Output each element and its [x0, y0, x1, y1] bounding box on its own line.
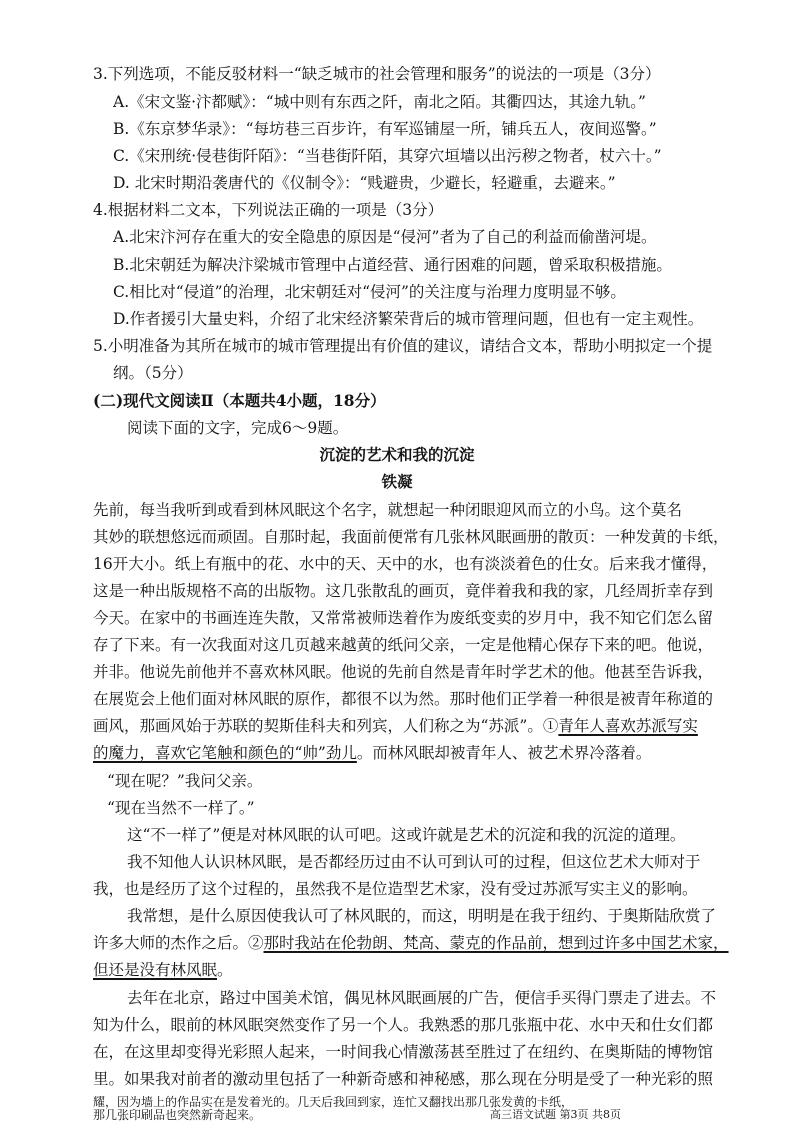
passage-line: 那几张印刷品也突然新奇起来。 — [93, 1108, 262, 1122]
annotation-marker-1: ① — [542, 717, 559, 735]
dialogue-question: “现在呢？”我问父亲。 — [107, 772, 263, 790]
underlined-sentence-1-continued: 的魔力，喜欢它笔触和颜色的“帅”劲儿 — [93, 744, 357, 762]
passage-line: 我，也是经历了这个过程的，虽然我不是位造型艺术家，没有受过苏派写实主义的影响。 — [93, 880, 698, 898]
passage-line: 16开大小。纸上有瓶中的花、水中的天、天中的水，也有淡淡着色的仕女。后来我才懂得， — [93, 555, 718, 573]
passage-line-with-mark-1 — [93, 715, 698, 737]
passage-line-continued — [93, 742, 651, 764]
question-3-stem: 3.下列选项，不能反驳材料一“缺乏城市的社会管理和服务”的说法的一项是（3分） — [93, 65, 661, 83]
dialogue-answer: “现在当然不一样了。” — [107, 799, 255, 817]
question-4-stem: 4.根据材料二文本，下列说法正确的一项是（3分） — [93, 201, 444, 219]
page-footer: 高三语文试题 第3页 共8页 — [490, 1108, 621, 1121]
passage-line: 今天。在家中的书画连连失散，又常常被师迭着作为废纸变卖的岁月中，我不知它们怎么留 — [93, 609, 714, 627]
passage-line: 在展览会上他们面对林风眠的原作，都很不以为然。那时他们正学着一种很是被青年称道的 — [93, 690, 714, 708]
passage-line: 其妙的联想悠远而顽固。自那时起，我面前便常有几张林风眠画册的散页：一种发黄的卡纸， — [93, 528, 729, 546]
question-4-option-a: A.北宋汴河存在重大的安全隐患的原因是“侵河”者为了自己的利益而偷凿河堤。 — [113, 228, 657, 246]
question-4-option-b: B.北宋朝廷为解决汴梁城市管理中占道经营、通行困难的问题，曾采取积极措施。 — [113, 256, 672, 274]
passage-line: 里。如果我对前者的激动里包括了一种新奇感和神秘感，那么现在分明是受了一种光彩的照 — [93, 1070, 714, 1088]
passage-text: 画风，那画风始于苏联的契斯佳科夫和列宾，人们称之为“苏派”。 — [93, 717, 543, 735]
reading-instruction: 阅读下面的文字，完成6～9题。 — [127, 419, 349, 437]
underlined-sentence-2: 那时我站在伦勃朗、梵高、蒙克的作品前，想到过许多中国艺术家， — [263, 934, 729, 952]
question-5-line-2: 纲。（5分） — [113, 364, 193, 382]
passage-line: 这“不一样了”便是对林风眠的认可吧。这或许就是艺术的沉淀和我的沉淀的道理。 — [127, 826, 686, 844]
passage-text: 。而林风眠却被青年人、被艺术界冷落着。 — [356, 744, 652, 762]
question-3-option-c: C.《宋刑统·侵巷街阡陌》：“当巷街阡陌，其穿穴垣墙以出污秽之物者，杖六十。” — [113, 147, 662, 165]
passage-line: 这是一种出版规格不高的出版物。这几张散乱的画页，竟伴着我和我的家，几经周折幸存到 — [93, 582, 714, 600]
annotation-marker-2: ② — [248, 934, 264, 952]
question-4-option-d: D.作者援引大量史料，介绍了北宋经济繁荣背后的城市管理问题，但也有一定主观性。 — [113, 310, 704, 328]
underlined-sentence-2-continued: 但还是没有林风眠 — [93, 961, 218, 979]
passage-line: 我不知他人认识林风眠，是否都经历过由不认可到认可的过程，但这位艺术大师对于 — [127, 853, 701, 871]
passage-line: 先前，每当我听到或看到林风眠这个名字，就想起一种闭眼迎风而立的小鸟。这个莫名 — [93, 501, 683, 519]
question-4-option-c: C.相比对“侵道”的治理，北宋朝廷对“侵河”的关注度与治理力度明显不够。 — [113, 283, 626, 301]
passage-line: 耀，因为墙上的作品实在是发着光的。几天后我回到家，连忙又翻找出那几张发黄的卡纸， — [93, 1095, 574, 1109]
passage-text: 。 — [217, 961, 233, 979]
underlined-sentence-1: 青年人喜欢苏派写实 — [558, 717, 698, 735]
passage-line: 存了下来。有一次我面对这几页越来越黄的纸问父亲，一定是他精心保存下来的吧。他说， — [93, 636, 714, 654]
question-3-option-a: A.《宋文鉴·汴都赋》：“城中则有东西之阡，南北之陌。其衢四达，其途九轨。” — [113, 93, 646, 111]
passage-line: 并非。他说先前他并不喜欢林风眠。他说的先前自然是青年时学艺术的他。他甚至告诉我， — [93, 663, 714, 681]
passage-line-continued — [93, 959, 233, 981]
passage-line: 知为什么，眼前的林风眠突然变作了另一个人。我熟悉的那几张瓶中花、水中天和仕女们都 — [93, 1016, 714, 1034]
passage-text: 许多大师的杰作之后。 — [93, 934, 249, 952]
passage-line: 我常想，是什么原因使我认可了林风眠的，而这，明明是在我于纽约、于奥斯陆欣赏了 — [127, 907, 717, 925]
passage-line: 在，在这里却变得光彩照人起来，一时间我心情激荡甚至胜过了在纽约、在奥斯陆的博物馆 — [93, 1043, 714, 1061]
section-heading: (二)现代文阅读Ⅱ（本题共4小题，18分） — [93, 391, 386, 410]
passage-title: 沉淀的艺术和我的沉淀 — [319, 445, 475, 464]
passage-line-with-mark-2 — [93, 932, 729, 954]
question-3-option-d: D. 北宋时期沿袭唐代的《仪制令》：“贱避贵，少避长，轻避重，去避来。” — [113, 174, 616, 192]
question-3-option-b: B.《东京梦华录》：“每坊巷三百步许，有军巡铺屋一所，铺兵五人，夜间巡警。” — [113, 120, 657, 138]
question-5-line-1: 5.小明准备为其所在城市的城市管理提出有价值的建议，请结合文本，帮助小明拟定一个提 — [93, 337, 713, 355]
passage-line: 去年在北京，路过中国美术馆，偶见林风眠画展的广告，便信手买得门票走了进去。不 — [127, 989, 717, 1007]
passage-author: 铁凝 — [381, 472, 413, 491]
